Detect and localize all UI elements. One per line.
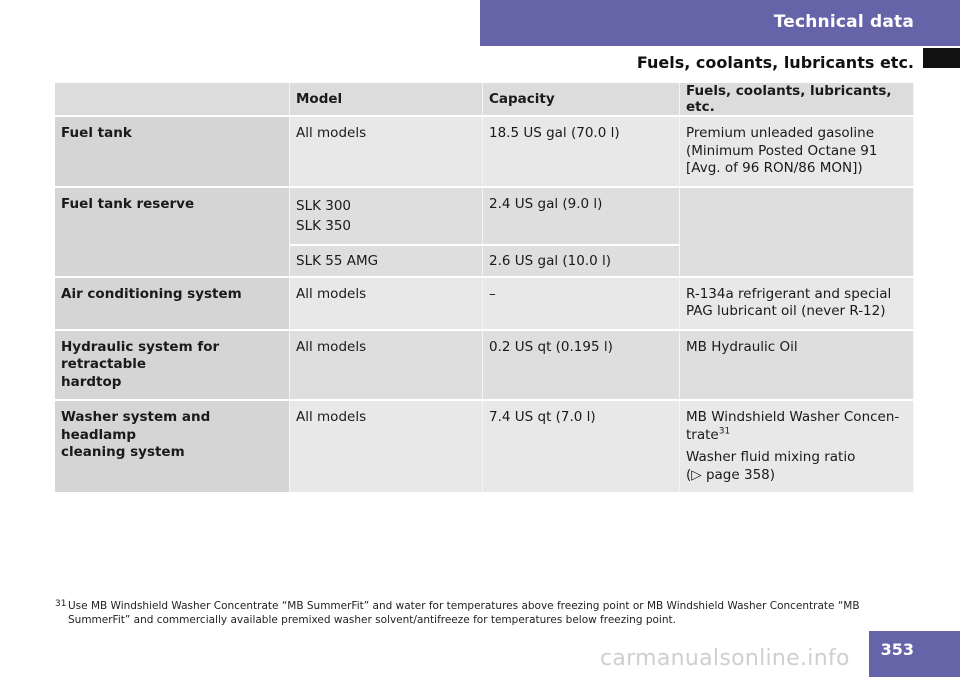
section-tab: [480, 0, 960, 46]
footnote-text: Use MB Windshield Washer Concentrate “MB SummerFit” and water for temperatures above freezing point or MB Windshield Washer Concentrate “MB SummerFit” and commercially available premixed washer solvent/antifreeze for temperatures below freezing point.: [68, 600, 860, 626]
footnote-number: 31: [55, 599, 67, 609]
row-label-line: cleaning system: [61, 444, 185, 460]
capacity-cell: 2.6 US gal (10.0 l): [483, 246, 680, 278]
header-cell-model: Model: [290, 83, 483, 117]
model-cell: All models: [290, 331, 483, 402]
page-number: 353: [880, 640, 914, 659]
model-line: SLK 350: [296, 217, 352, 234]
capacity-cell: 18.5 US gal (70.0 l): [483, 117, 680, 188]
fluid-cell-empty: [680, 188, 914, 278]
fluid-cell: MB Hydraulic Oil: [680, 331, 914, 402]
footnote-ref[interactable]: 31: [718, 426, 731, 436]
fluid-cell: [680, 278, 914, 331]
fluid-line: R-134a refrigerant and special: [686, 285, 892, 302]
page-subtitle: Fuels, coolants, lubricants etc.: [636, 53, 914, 72]
header-cell-capacity: Capacity: [483, 83, 680, 117]
watermark: carmanualsonline.info: [600, 646, 850, 671]
header-cell-blank: [55, 83, 290, 117]
model-cell: All models: [290, 278, 483, 331]
model-cell: SLK 55 AMG: [290, 246, 483, 278]
fluid-line: (Minimum Posted Octane 91: [686, 142, 878, 159]
table-row-washer: [55, 401, 914, 494]
fluid-line: MB Windshield Washer Concen-: [686, 409, 900, 425]
row-label: [55, 401, 290, 494]
table-row-fuel-tank: [55, 117, 914, 188]
header-marker-bar: [923, 48, 960, 68]
fluid-cell: [680, 401, 914, 494]
model-line: SLK 300: [296, 197, 352, 214]
model-cell: All models: [290, 117, 483, 188]
capacity-cell: 2.4 US gal (9.0 l): [483, 188, 680, 246]
footnote: [55, 599, 921, 627]
capacity-cell: –: [483, 278, 680, 331]
page-number-box: [869, 631, 960, 677]
model-cell: All models: [290, 401, 483, 494]
section-title: Technical data: [773, 12, 914, 32]
row-label: Fuel tank reserve: [55, 188, 290, 278]
fluids-table: [55, 83, 914, 494]
page-ref-arrow-icon: ▷: [691, 466, 702, 483]
row-label: Fuel tank: [55, 117, 290, 188]
fluid-line: PAG lubricant oil (never R-12): [686, 303, 886, 319]
fluid-text: trate: [686, 426, 719, 443]
row-label: Air conditioning system: [55, 278, 290, 331]
fluid-line: [686, 427, 907, 445]
row-label: [55, 331, 290, 402]
table-row-hydraulic: [55, 331, 914, 402]
table-header-row: [55, 83, 914, 117]
table-row-fuel-tank-reserve: [55, 188, 914, 246]
page-ref-text: page 358): [705, 466, 776, 483]
header-cell-fluids: Fuels, coolants, lubricants, etc.: [680, 83, 914, 117]
capacity-cell: 0.2 US qt (0.195 l): [483, 331, 680, 402]
capacity-cell: 7.4 US qt (7.0 l): [483, 401, 680, 494]
table-row-air-conditioning: [55, 278, 914, 331]
fluid-cell: [680, 117, 914, 188]
row-label-line: Washer system and headlamp: [61, 409, 211, 443]
row-label-line: hardtop: [61, 373, 122, 390]
fluid-line: Premium unleaded gasoline: [686, 125, 875, 141]
fluid-line: [Avg. of 96 RON/86 MON]): [686, 160, 863, 176]
page-reference[interactable]: [686, 467, 907, 485]
row-label-line: Hydraulic system for retractable: [61, 338, 220, 372]
fluid-line: Washer fluid mixing ratio: [686, 449, 856, 465]
model-cell: [290, 188, 483, 246]
paren-open: (: [686, 466, 692, 483]
